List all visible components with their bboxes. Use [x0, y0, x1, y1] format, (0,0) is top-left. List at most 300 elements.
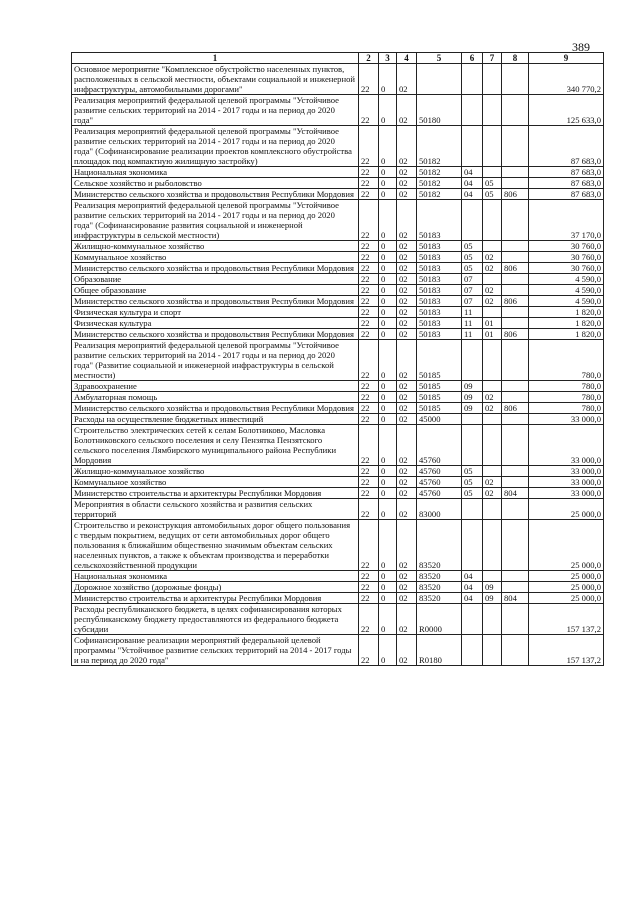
row-name-cell: Коммунальное хозяйство — [72, 477, 359, 488]
code-cell: 22 — [359, 571, 379, 582]
code-cell: 05 — [462, 241, 483, 252]
code-cell — [502, 318, 529, 329]
code-cell: 22 — [359, 403, 379, 414]
code-cell — [502, 582, 529, 593]
code-cell: 806 — [502, 296, 529, 307]
row-name-cell: Министерство сельского хозяйства и продовольствия Республики Мордовия — [72, 189, 359, 200]
code-cell: 0 — [379, 466, 397, 477]
code-cell: 45760 — [417, 488, 462, 499]
code-cell: 22 — [359, 307, 379, 318]
code-cell — [462, 200, 483, 241]
code-cell: 11 — [462, 307, 483, 318]
code-cell: 22 — [359, 200, 379, 241]
row-name-cell: Общее образование — [72, 285, 359, 296]
code-cell: 22 — [359, 488, 379, 499]
code-cell: 04 — [462, 167, 483, 178]
row-name-cell: Реализация мероприятий федеральной целевой программы "Устойчивое развитие сельских территорий на 2014 - 2017 годы и на период до 2020 года" (Софинансирование реализации проектов комплексного обустройства площадок под компактную жилищную застройку) — [72, 126, 359, 167]
row-name-cell: Физическая культура — [72, 318, 359, 329]
amount-cell: 25 000,0 — [529, 582, 604, 593]
table-row — [72, 466, 604, 477]
code-cell: 22 — [359, 593, 379, 604]
code-cell: 50185 — [417, 392, 462, 403]
amount-cell: 87 683,0 — [529, 167, 604, 178]
code-cell: 02 — [397, 274, 417, 285]
code-cell: 02 — [397, 403, 417, 414]
table-row — [72, 263, 604, 274]
code-cell: 22 — [359, 318, 379, 329]
code-cell — [502, 126, 529, 167]
code-cell: 0 — [379, 200, 397, 241]
code-cell: 22 — [359, 466, 379, 477]
code-cell: 04 — [462, 582, 483, 593]
code-cell: 09 — [483, 593, 502, 604]
code-cell: 05 — [462, 263, 483, 274]
table-row — [72, 318, 604, 329]
column-header: 6 — [462, 53, 483, 64]
row-name-cell: Образование — [72, 274, 359, 285]
code-cell — [483, 499, 502, 520]
code-cell: 50182 — [417, 189, 462, 200]
code-cell: 01 — [483, 329, 502, 340]
code-cell: 02 — [397, 178, 417, 189]
amount-cell: 340 770,2 — [529, 64, 604, 95]
code-cell: 50183 — [417, 274, 462, 285]
code-cell — [502, 285, 529, 296]
code-cell — [483, 167, 502, 178]
amount-cell: 25 000,0 — [529, 593, 604, 604]
code-cell: 22 — [359, 392, 379, 403]
code-cell: 0 — [379, 95, 397, 126]
code-cell: 0 — [379, 604, 397, 635]
code-cell: 05 — [462, 488, 483, 499]
code-cell: 09 — [462, 403, 483, 414]
code-cell — [483, 241, 502, 252]
code-cell: 11 — [462, 318, 483, 329]
code-cell — [483, 635, 502, 666]
code-cell — [502, 414, 529, 425]
table-row — [72, 593, 604, 604]
row-name-cell: Софинансирование реализации мероприятий федеральной целевой программы "Устойчивое развитие сельских территорий на 2014 - 2017 годы и на период до 2020 года" — [72, 635, 359, 666]
code-cell — [502, 178, 529, 189]
table-row — [72, 167, 604, 178]
code-cell — [462, 64, 483, 95]
table-row — [72, 340, 604, 381]
row-name-cell: Физическая культура и спорт — [72, 307, 359, 318]
code-cell: 50182 — [417, 178, 462, 189]
amount-cell: 1 820,0 — [529, 307, 604, 318]
column-header: 4 — [397, 53, 417, 64]
table-row — [72, 477, 604, 488]
amount-cell: 30 760,0 — [529, 241, 604, 252]
code-cell: 0 — [379, 392, 397, 403]
code-cell: 0 — [379, 340, 397, 381]
table-row — [72, 571, 604, 582]
code-cell — [502, 95, 529, 126]
code-cell: 0 — [379, 252, 397, 263]
code-cell: 02 — [483, 252, 502, 263]
code-cell: 22 — [359, 189, 379, 200]
code-cell: 0 — [379, 285, 397, 296]
table-row — [72, 274, 604, 285]
code-cell — [483, 200, 502, 241]
code-cell: 22 — [359, 520, 379, 571]
amount-cell: 4 590,0 — [529, 274, 604, 285]
code-cell: 02 — [397, 189, 417, 200]
code-cell: 02 — [397, 381, 417, 392]
code-cell: 22 — [359, 604, 379, 635]
code-cell: 806 — [502, 329, 529, 340]
amount-cell: 33 000,0 — [529, 477, 604, 488]
amount-cell: 25 000,0 — [529, 520, 604, 571]
code-cell: 04 — [462, 189, 483, 200]
amount-cell: 4 590,0 — [529, 296, 604, 307]
code-cell — [502, 499, 529, 520]
row-name-cell: Жилищно-коммунальное хозяйство — [72, 241, 359, 252]
column-header: 1 — [72, 53, 359, 64]
code-cell — [417, 64, 462, 95]
code-cell: 22 — [359, 241, 379, 252]
code-cell: 04 — [462, 593, 483, 604]
code-cell: 22 — [359, 95, 379, 126]
code-cell: 806 — [502, 403, 529, 414]
code-cell: 0 — [379, 571, 397, 582]
table-row — [72, 604, 604, 635]
amount-cell: 25 000,0 — [529, 571, 604, 582]
amount-cell: 33 000,0 — [529, 425, 604, 466]
table-row — [72, 178, 604, 189]
code-cell — [502, 635, 529, 666]
code-cell — [483, 414, 502, 425]
code-cell: 45760 — [417, 477, 462, 488]
table-row — [72, 381, 604, 392]
code-cell — [483, 381, 502, 392]
code-cell: 02 — [397, 477, 417, 488]
table-row — [72, 95, 604, 126]
code-cell: 02 — [483, 285, 502, 296]
code-cell: 02 — [397, 241, 417, 252]
code-cell: 0 — [379, 477, 397, 488]
row-name-cell: Жилищно-коммунальное хозяйство — [72, 466, 359, 477]
code-cell: 05 — [462, 252, 483, 263]
code-cell — [502, 425, 529, 466]
row-name-cell: Министерство сельского хозяйства и продовольствия Республики Мордовия — [72, 403, 359, 414]
code-cell — [502, 477, 529, 488]
amount-cell: 87 683,0 — [529, 189, 604, 200]
row-name-cell: Мероприятия в области сельского хозяйства и развития сельских территорий — [72, 499, 359, 520]
table-row — [72, 189, 604, 200]
code-cell: 50183 — [417, 285, 462, 296]
code-cell — [502, 200, 529, 241]
code-cell — [483, 604, 502, 635]
code-cell: 0 — [379, 488, 397, 499]
code-cell: 0 — [379, 296, 397, 307]
code-cell: 22 — [359, 477, 379, 488]
amount-cell: 30 760,0 — [529, 252, 604, 263]
table-header — [72, 53, 604, 64]
code-cell: 02 — [397, 285, 417, 296]
row-name-cell: Расходы республиканского бюджета, в целях софинансирования которых республиканскому бюджету предоставляются из федерального бюджета субсидии — [72, 604, 359, 635]
amount-cell: 37 170,0 — [529, 200, 604, 241]
column-header: 2 — [359, 53, 379, 64]
code-cell: 02 — [397, 95, 417, 126]
code-cell — [462, 604, 483, 635]
code-cell: 22 — [359, 252, 379, 263]
code-cell: 22 — [359, 425, 379, 466]
code-cell: 0 — [379, 307, 397, 318]
code-cell: 02 — [483, 296, 502, 307]
code-cell: 0 — [379, 425, 397, 466]
table-row — [72, 520, 604, 571]
code-cell: 0 — [379, 520, 397, 571]
row-name-cell: Реализация мероприятий федеральной целевой программы "Устойчивое развитие сельских территорий на 2014 - 2017 годы и на период до 2020 года" (Софинансирование развития социальной и инженерной инфраструктуры в сельской местности) — [72, 200, 359, 241]
row-name-cell: Национальная экономика — [72, 167, 359, 178]
table-row — [72, 499, 604, 520]
amount-cell: 33 000,0 — [529, 414, 604, 425]
code-cell: 50182 — [417, 126, 462, 167]
amount-cell: 780,0 — [529, 381, 604, 392]
code-cell: 02 — [483, 488, 502, 499]
row-name-cell: Реализация мероприятий федеральной целевой программы "Устойчивое развитие сельских территорий на 2014 - 2017 годы и на период до 2020 года" — [72, 95, 359, 126]
code-cell: 04 — [462, 571, 483, 582]
code-cell: 05 — [483, 189, 502, 200]
code-cell — [502, 381, 529, 392]
row-name-cell: Министерство сельского хозяйства и продовольствия Республики Мордовия — [72, 296, 359, 307]
code-cell: 50185 — [417, 403, 462, 414]
code-cell: 02 — [397, 64, 417, 95]
code-cell — [462, 414, 483, 425]
code-cell: 45760 — [417, 466, 462, 477]
table-row — [72, 126, 604, 167]
code-cell: 02 — [397, 520, 417, 571]
code-cell: 22 — [359, 635, 379, 666]
code-cell — [502, 520, 529, 571]
code-cell: 02 — [397, 466, 417, 477]
code-cell — [462, 499, 483, 520]
code-cell: 0 — [379, 593, 397, 604]
code-cell: 0 — [379, 64, 397, 95]
row-name-cell: Реализация мероприятий федеральной целевой программы "Устойчивое развитие сельских территорий на 2014 - 2017 годы и на период до 2020 года" (Развитие социальной и инженерной инфраструктуры в сельской местности) — [72, 340, 359, 381]
code-cell — [483, 466, 502, 477]
code-cell — [483, 307, 502, 318]
code-cell: 0 — [379, 329, 397, 340]
table-row — [72, 425, 604, 466]
amount-cell: 1 820,0 — [529, 318, 604, 329]
row-name-cell: Сельское хозяйство и рыболовство — [72, 178, 359, 189]
code-cell: 02 — [397, 318, 417, 329]
row-name-cell: Строительство и реконструкция автомобильных дорог общего пользования с твердым покрытием, ведущих от сети автомобильных дорог общего пользования к ближайшим общественно значимым объектам сельских населенных пунктов, а также к объектам производства и переработки сельскохозяйственной продукции — [72, 520, 359, 571]
code-cell: 22 — [359, 167, 379, 178]
code-cell — [462, 635, 483, 666]
code-cell: 22 — [359, 285, 379, 296]
code-cell — [502, 274, 529, 285]
code-cell: 0 — [379, 263, 397, 274]
amount-cell: 1 820,0 — [529, 329, 604, 340]
code-cell: 0 — [379, 403, 397, 414]
code-cell — [462, 95, 483, 126]
table-row — [72, 307, 604, 318]
row-name-cell: Национальная экономика — [72, 571, 359, 582]
code-cell: 22 — [359, 296, 379, 307]
code-cell: 01 — [483, 318, 502, 329]
row-name-cell: Коммунальное хозяйство — [72, 252, 359, 263]
row-name-cell: Министерство строительства и архитектуры Республики Мордовия — [72, 593, 359, 604]
table-row — [72, 296, 604, 307]
code-cell: 22 — [359, 64, 379, 95]
table-row — [72, 200, 604, 241]
code-cell — [462, 340, 483, 381]
code-cell: 02 — [397, 604, 417, 635]
amount-cell: 25 000,0 — [529, 499, 604, 520]
code-cell: 83000 — [417, 499, 462, 520]
table-row — [72, 582, 604, 593]
column-header: 3 — [379, 53, 397, 64]
code-cell: 02 — [397, 414, 417, 425]
row-name-cell: Основное мероприятие "Комплексное обустройство населенных пунктов, расположенных в сельской местности, объектами социальной и инженерной инфраструктуры, автомобильными дорогами" — [72, 64, 359, 95]
code-cell: 02 — [397, 499, 417, 520]
table-row — [72, 329, 604, 340]
code-cell: 0 — [379, 189, 397, 200]
code-cell: 05 — [483, 178, 502, 189]
code-cell: 50182 — [417, 167, 462, 178]
amount-cell: 780,0 — [529, 403, 604, 414]
code-cell — [483, 571, 502, 582]
amount-cell: 4 590,0 — [529, 285, 604, 296]
row-name-cell: Расходы на осуществление бюджетных инвестиций — [72, 414, 359, 425]
table-row — [72, 64, 604, 95]
code-cell: 04 — [462, 178, 483, 189]
row-name-cell: Амбулаторная помощь — [72, 392, 359, 403]
code-cell: 0 — [379, 381, 397, 392]
code-cell — [483, 64, 502, 95]
code-cell — [502, 340, 529, 381]
code-cell: 50183 — [417, 296, 462, 307]
code-cell: 0 — [379, 499, 397, 520]
code-cell: 02 — [483, 477, 502, 488]
code-cell: 50183 — [417, 318, 462, 329]
code-cell — [483, 95, 502, 126]
table-row — [72, 241, 604, 252]
code-cell: 09 — [462, 381, 483, 392]
code-cell: 02 — [483, 263, 502, 274]
code-cell: 83520 — [417, 520, 462, 571]
code-cell: 0 — [379, 274, 397, 285]
row-name-cell: Строительство электрических сетей к селам Болотниково, Масловка Болотниковского сельского поселения и селу Пензятка Пензятского сельского поселения Лямбирского муниципального района Республики Мордовия — [72, 425, 359, 466]
table-body — [72, 64, 604, 666]
code-cell — [462, 425, 483, 466]
code-cell: 22 — [359, 126, 379, 167]
code-cell: 09 — [462, 392, 483, 403]
budget-table — [71, 52, 604, 666]
code-cell — [502, 307, 529, 318]
code-cell: 22 — [359, 381, 379, 392]
code-cell: 50183 — [417, 329, 462, 340]
code-cell: 02 — [397, 200, 417, 241]
code-cell — [483, 274, 502, 285]
code-cell: 05 — [462, 477, 483, 488]
code-cell: 07 — [462, 296, 483, 307]
code-cell: 50185 — [417, 340, 462, 381]
code-cell — [502, 571, 529, 582]
code-cell: 02 — [397, 167, 417, 178]
code-cell: 02 — [483, 392, 502, 403]
column-header: 9 — [529, 53, 604, 64]
code-cell: 22 — [359, 329, 379, 340]
code-cell: 0 — [379, 318, 397, 329]
row-name-cell: Министерство сельского хозяйства и продовольствия Республики Мордовия — [72, 329, 359, 340]
code-cell: 50183 — [417, 263, 462, 274]
table-row — [72, 635, 604, 666]
code-cell: 07 — [462, 285, 483, 296]
amount-cell: 125 633,0 — [529, 95, 604, 126]
column-header: 5 — [417, 53, 462, 64]
code-cell — [502, 167, 529, 178]
code-cell: 22 — [359, 178, 379, 189]
code-cell: 02 — [397, 425, 417, 466]
row-name-cell: Здравоохранение — [72, 381, 359, 392]
code-cell: 02 — [397, 571, 417, 582]
code-cell: 05 — [462, 466, 483, 477]
code-cell: 02 — [397, 263, 417, 274]
code-cell: 09 — [483, 582, 502, 593]
code-cell — [502, 604, 529, 635]
code-cell: 02 — [397, 488, 417, 499]
row-name-cell: Дорожное хозяйство (дорожные фонды) — [72, 582, 359, 593]
code-cell: 0 — [379, 414, 397, 425]
table-row — [72, 392, 604, 403]
code-cell: 02 — [397, 582, 417, 593]
code-cell: 02 — [483, 403, 502, 414]
code-cell: 50180 — [417, 95, 462, 126]
code-cell: 22 — [359, 582, 379, 593]
amount-cell: 157 137,2 — [529, 604, 604, 635]
code-cell: 22 — [359, 340, 379, 381]
code-cell: 22 — [359, 263, 379, 274]
row-name-cell: Министерство строительства и архитектуры Республики Мордовия — [72, 488, 359, 499]
code-cell: 806 — [502, 263, 529, 274]
code-cell — [462, 126, 483, 167]
code-cell: 50183 — [417, 241, 462, 252]
code-cell: 02 — [397, 635, 417, 666]
code-cell: 0 — [379, 126, 397, 167]
code-cell: 83520 — [417, 593, 462, 604]
code-cell — [462, 520, 483, 571]
code-cell: 804 — [502, 593, 529, 604]
code-cell: 22 — [359, 274, 379, 285]
page-number: 389 — [572, 40, 590, 54]
amount-cell: 33 000,0 — [529, 488, 604, 499]
amount-cell: 780,0 — [529, 340, 604, 381]
code-cell: 50185 — [417, 381, 462, 392]
code-cell: 50183 — [417, 307, 462, 318]
code-cell: 22 — [359, 414, 379, 425]
column-header: 8 — [502, 53, 529, 64]
code-cell — [483, 425, 502, 466]
row-name-cell: Министерство сельского хозяйства и продовольствия Республики Мордовия — [72, 263, 359, 274]
amount-cell: 30 760,0 — [529, 263, 604, 274]
code-cell: 02 — [397, 296, 417, 307]
code-cell: 50183 — [417, 200, 462, 241]
amount-cell: 87 683,0 — [529, 178, 604, 189]
code-cell: R0000 — [417, 604, 462, 635]
code-cell — [483, 126, 502, 167]
code-cell — [483, 520, 502, 571]
code-cell — [502, 466, 529, 477]
code-cell: 0 — [379, 241, 397, 252]
code-cell: 02 — [397, 593, 417, 604]
code-cell: 83520 — [417, 571, 462, 582]
code-cell: R0180 — [417, 635, 462, 666]
amount-cell: 157 137,2 — [529, 635, 604, 666]
